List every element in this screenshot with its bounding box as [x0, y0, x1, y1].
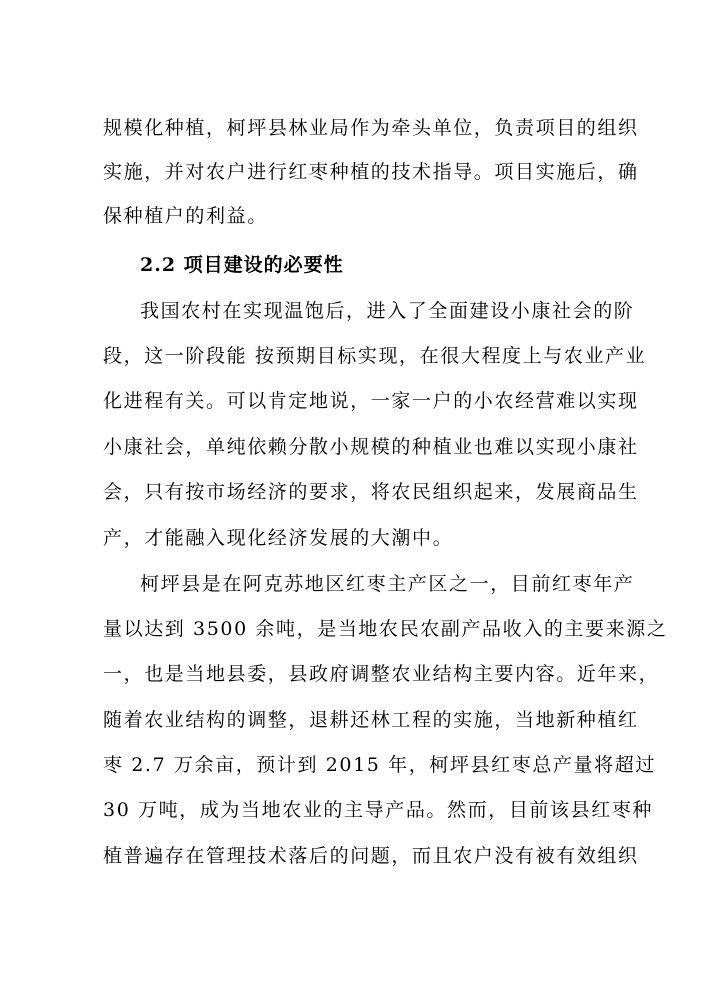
section-heading: 2.2 项目建设的必要性: [140, 254, 344, 276]
paragraph-line: 一，也是当地县委，县政府调整农业结构主要内容。近年来，: [103, 663, 660, 685]
paragraph-line: 保种植户的利益。: [103, 205, 268, 227]
paragraph-line: 小康社会，单纯依赖分散小规模的种植业也难以实现小康社: [103, 436, 639, 458]
paragraph-line: 规模化种植，柯坪县林业局作为牵头单位，负责项目的组织: [103, 117, 639, 139]
paragraph-line: 会，只有按市场经济的要求，将农民组织起来，发展商品生: [103, 481, 639, 503]
paragraph-line: 随着农业结构的调整，退耕还林工程的实施，当地新种植红: [103, 709, 639, 731]
paragraph-line: 植普遍存在管理技术落后的问题，而且农户没有被有效组织: [103, 845, 639, 867]
paragraph-line: 30 万吨，成为当地农业的主导产品。然而，目前该县红枣种: [103, 799, 654, 821]
paragraph-line: 量以达到 3500 余吨，是当地农民农副产品收入的主要来源之: [103, 618, 668, 640]
paragraph-line: 产，才能融入现化经济发展的大潮中。: [103, 527, 454, 549]
paragraph-line: 段，这一阶段能 按预期目标实现，在很大程度上与农业产业: [103, 345, 647, 367]
paragraph-line: 柯坪县是在阿克苏地区红枣主产区之一，目前红枣年产: [140, 573, 635, 595]
paragraph-line: 枣 2.7 万余亩，预计到 2015 年，柯坪县红枣总产量将超过: [103, 754, 656, 776]
paragraph-line: 实施，并对农户进行红枣种植的技术指导。项目实施后，确: [103, 161, 639, 183]
paragraph-line: 我国农村在实现温饱后，进入了全面建设小康社会的阶: [140, 300, 635, 322]
paragraph-line: 化进程有关。可以肯定地说，一家一户的小农经营难以实现: [103, 390, 639, 412]
